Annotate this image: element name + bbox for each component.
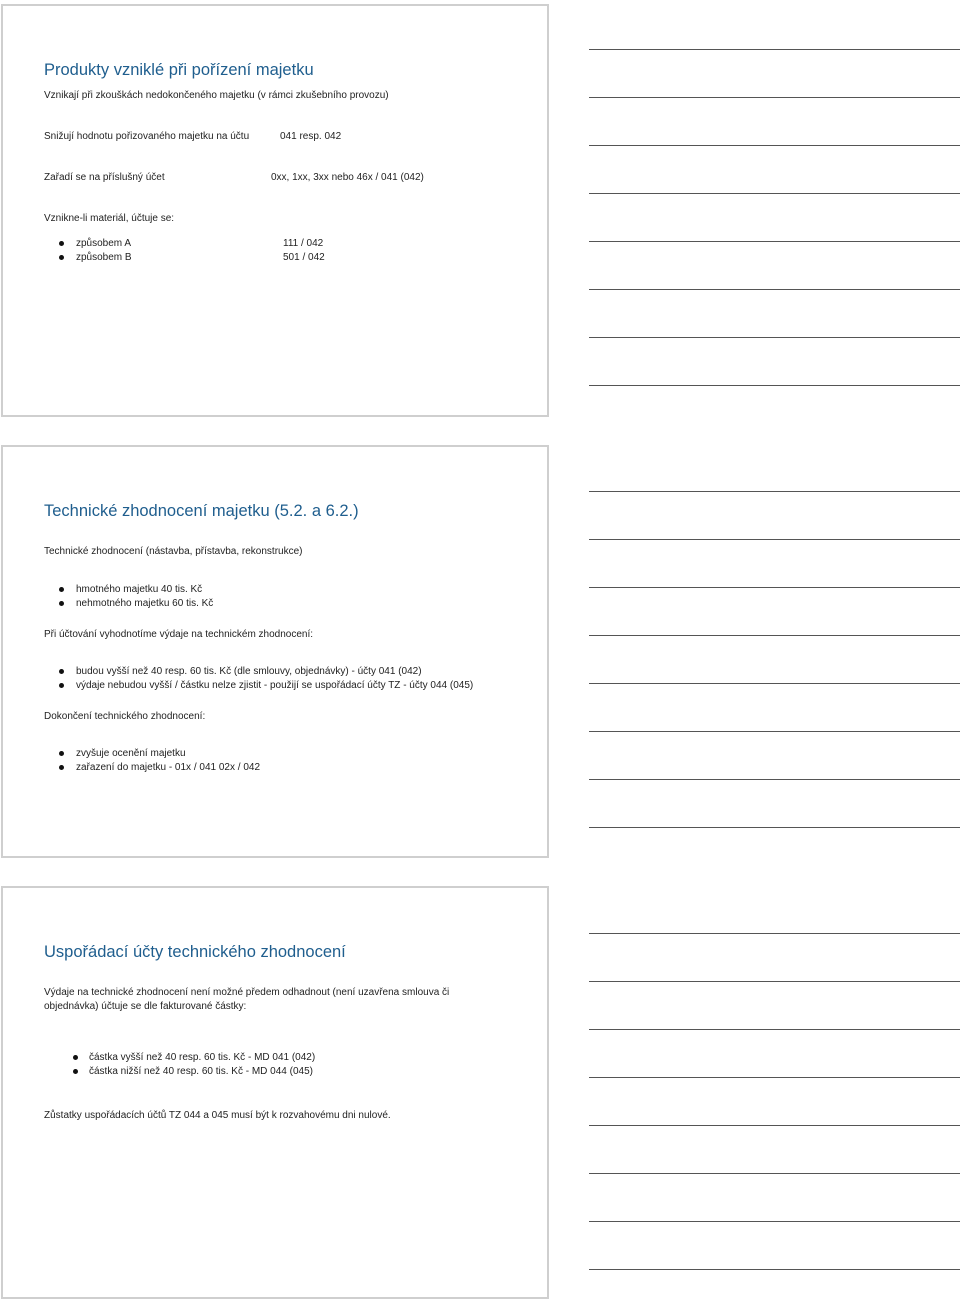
- note-line: [589, 635, 960, 636]
- note-line: [589, 1029, 960, 1030]
- note-line: [589, 241, 960, 242]
- row-value: 0xx, 1xx, 3xx nebo 46x / 041 (042): [271, 172, 424, 183]
- slide-text: objednávka) účtuje se dle fakturované částky:: [44, 1001, 247, 1012]
- slide-text: Dokončení technického zhodnocení:: [44, 711, 206, 722]
- note-line: [589, 827, 960, 828]
- row-purchase-value: [44, 131, 524, 143]
- bullet-icon: [59, 751, 64, 756]
- list-item: budou vyšší než 40 resp. 60 tis. Kč (dle smlouvy, objednávky) - účty 041 (042): [76, 666, 422, 677]
- note-line: [589, 337, 960, 338]
- bullet-icon: [59, 683, 64, 688]
- note-line: [589, 1221, 960, 1222]
- note-line: [589, 731, 960, 732]
- note-line: [589, 1269, 960, 1270]
- note-line: [589, 289, 960, 290]
- note-line: [589, 539, 960, 540]
- slide-text: Vznikají při zkouškách nedokončeného majetku (v rámci zkušebního provozu): [44, 90, 389, 101]
- list-item: částka nižší než 40 resp. 60 tis. Kč - MD 044 (045): [89, 1066, 313, 1077]
- bullet-icon: [73, 1055, 78, 1060]
- slide-text: Při účtování vyhodnotíme výdaje na technickém zhodnocení:: [44, 629, 314, 640]
- list-item-value: 111 / 042: [283, 238, 324, 249]
- row-label: Snižují hodnotu pořizovaného majetku na účtu: [44, 131, 250, 142]
- slide-3: [1, 886, 549, 1299]
- note-line: [589, 49, 960, 50]
- list-item-label: způsobem A: [76, 238, 132, 249]
- slide-2: [1, 445, 549, 858]
- list-item-value: 501 / 042: [283, 252, 325, 263]
- note-line: [589, 587, 960, 588]
- slide-title: Produkty vzniklé při pořízení majetku: [44, 61, 314, 79]
- slide-text: Vznikne-li materiál, účtuje se:: [44, 213, 175, 224]
- slide-title: Technické zhodnocení majetku (5.2. a 6.2.): [44, 502, 359, 520]
- note-line: [589, 193, 960, 194]
- list-item: zvyšuje ocenění majetku: [76, 748, 186, 759]
- slide-text: Výdaje na technické zhodnocení není možné předem odhadnout (není uzavřena smlouva či: [44, 987, 450, 998]
- note-line: [589, 385, 960, 386]
- bullet-icon: [59, 255, 64, 260]
- list-item: hmotného majetku 40 tis. Kč: [76, 584, 203, 595]
- bullet-icon: [59, 241, 64, 246]
- note-line: [589, 981, 960, 982]
- bullet-icon: [73, 1069, 78, 1074]
- note-line: [589, 145, 960, 146]
- list-item-label: způsobem B: [76, 252, 132, 263]
- note-line: [589, 491, 960, 492]
- row-value: 041 resp. 042: [280, 131, 342, 142]
- note-line: [589, 97, 960, 98]
- slide-text: Zůstatky uspořádacích účtů TZ 044 a 045 musí být k rozvahovému dni nulové.: [44, 1110, 391, 1121]
- list-item: [76, 238, 376, 250]
- note-line: [589, 683, 960, 684]
- bullet-icon: [59, 587, 64, 592]
- list-item: nehmotného majetku 60 tis. Kč: [76, 598, 214, 609]
- list-item: zařazení do majetku - 01x / 041 02x / 042: [76, 762, 260, 773]
- slide-1: [1, 4, 549, 417]
- bullet-icon: [59, 669, 64, 674]
- bullet-icon: [59, 601, 64, 606]
- slide-title: Uspořádací účty technického zhodnocení: [44, 943, 346, 961]
- list-item: částka vyšší než 40 resp. 60 tis. Kč - MD 041 (042): [89, 1052, 316, 1063]
- notes-area: [589, 0, 960, 1303]
- bullet-icon: [59, 765, 64, 770]
- row-assign-account: [44, 172, 524, 184]
- note-line: [589, 1077, 960, 1078]
- list-item: [76, 252, 376, 264]
- slide-text: Technické zhodnocení (nástavba, přístavba, rekonstrukce): [44, 546, 303, 557]
- note-line: [589, 779, 960, 780]
- note-line: [589, 933, 960, 934]
- note-line: [589, 1125, 960, 1126]
- list-item: výdaje nebudou vyšší / částku nelze zjistit - použijí se uspořádací účty TZ - účty 044 (045): [76, 680, 474, 691]
- note-line: [589, 1173, 960, 1174]
- row-label: Zařadí se na příslušný účet: [44, 172, 165, 183]
